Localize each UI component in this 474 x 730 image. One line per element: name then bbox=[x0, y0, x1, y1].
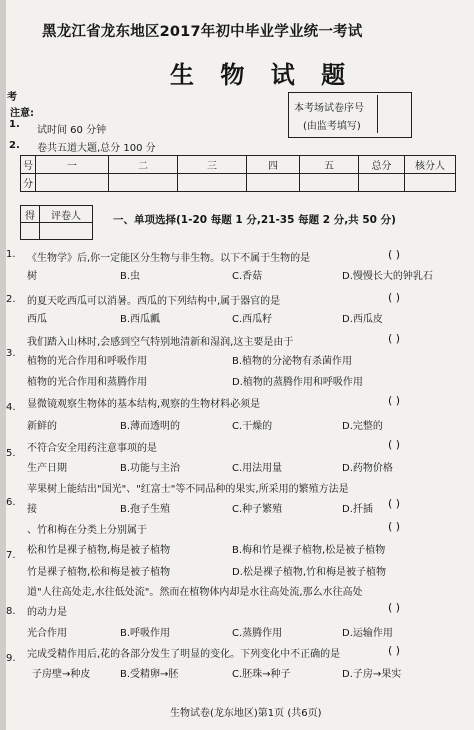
option-c: C.胚珠→种子 bbox=[232, 669, 291, 680]
option-a: 西瓜 bbox=[27, 314, 47, 325]
note-score: 卷共五道大题,总分 100 分 bbox=[37, 143, 156, 154]
seat-number-field[interactable] bbox=[377, 95, 408, 133]
option-c: 竹是裸子植物,松和梅是被子植物 bbox=[27, 567, 171, 578]
option-a: 植物的光合作用和呼吸作用 bbox=[27, 356, 147, 367]
option-b: B.虫 bbox=[120, 271, 141, 282]
score-header-1: 一 bbox=[36, 156, 109, 174]
exam-title: 黑龙江省龙东地区2017年初中毕业学业统一考试 bbox=[42, 24, 363, 40]
option-c: C.蒸腾作用 bbox=[232, 628, 283, 639]
option-d: D.慢慢长大的钟乳石 bbox=[342, 271, 433, 282]
grader-score-label: 得 bbox=[21, 206, 40, 223]
seat-box-line2: (由监考填写) bbox=[303, 121, 361, 132]
score-header-5: 五 bbox=[300, 156, 359, 174]
score-header-4: 四 bbox=[247, 156, 300, 174]
question-number: 9. bbox=[6, 653, 16, 664]
question-stem: 我们踏入山林时,会感到空气特别地清新和湿润,这主要是由于 bbox=[27, 337, 294, 348]
page-footer: 生物试卷(龙东地区)第1页 (共6页) bbox=[170, 708, 322, 719]
subject-title: 生 物 试 题 bbox=[170, 61, 355, 89]
grader-name-field[interactable] bbox=[40, 223, 93, 240]
question-stem: 显微镜观察生物体的基本结构,观察的生物材料必须是 bbox=[27, 399, 261, 410]
score-cell-total[interactable] bbox=[359, 174, 405, 192]
option-b: B.孢子生殖 bbox=[120, 504, 171, 515]
score-cell-2[interactable] bbox=[109, 174, 178, 192]
option-c: C.用法用量 bbox=[232, 463, 283, 474]
question-stem: 、竹和梅在分类上分别属于 bbox=[27, 525, 147, 536]
option-d: D.西瓜皮 bbox=[342, 314, 383, 325]
option-d: D.松是裸子植物,竹和梅是被子植物 bbox=[232, 567, 387, 578]
option-a: 接 bbox=[27, 504, 37, 515]
question-number: 6. bbox=[6, 497, 16, 508]
score-cell-1[interactable] bbox=[36, 174, 109, 192]
side-label-kao: 考 bbox=[7, 92, 17, 103]
question-stem: 不符合安全用药注意事项的是 bbox=[27, 443, 157, 454]
grader-score-field[interactable] bbox=[21, 223, 40, 240]
question-number: 5. bbox=[6, 448, 16, 459]
question-stem: 道"人往高处走,水往低处流"。然而在植物体内却是水往高处流,那么水往高处 bbox=[27, 587, 363, 598]
option-d: D.完整的 bbox=[342, 421, 383, 432]
option-b: B.功能与主治 bbox=[120, 463, 181, 474]
option-a: 松和竹是裸子植物,梅是被子植物 bbox=[27, 545, 171, 556]
option-c: C.香菇 bbox=[232, 271, 263, 282]
score-header-total: 总分 bbox=[359, 156, 405, 174]
side-label-1: 1. bbox=[9, 119, 20, 130]
seat-number-box bbox=[288, 92, 412, 138]
option-d: D.药物价格 bbox=[342, 463, 393, 474]
score-header-3: 三 bbox=[178, 156, 247, 174]
option-d: D.扦插 bbox=[342, 504, 373, 515]
answer-paren[interactable]: ( ) bbox=[388, 394, 401, 407]
option-d: D.植物的蒸腾作用和呼吸作用 bbox=[232, 377, 363, 388]
score-row-label-bottom: 分 bbox=[21, 174, 36, 192]
option-b: B.受精卵→胚 bbox=[120, 669, 179, 680]
score-cell-4[interactable] bbox=[247, 174, 300, 192]
option-a: 光合作用 bbox=[27, 628, 67, 639]
option-a: 生产日期 bbox=[27, 463, 67, 474]
answer-paren[interactable]: ( ) bbox=[388, 520, 401, 533]
question-number: 4. bbox=[6, 402, 16, 413]
score-cell-3[interactable] bbox=[178, 174, 247, 192]
grader-box bbox=[20, 205, 93, 240]
question-number: 8. bbox=[6, 606, 16, 617]
option-a: 新鲜的 bbox=[27, 421, 57, 432]
question-stem: 的夏天吃西瓜可以消暑。西瓜的下列结构中,属于器官的是 bbox=[27, 296, 281, 307]
option-d: D.子房→果实 bbox=[342, 669, 402, 680]
question-stem-continued: 的动力是 bbox=[27, 607, 67, 618]
question-stem: 苹果树上能结出"国光"、"红富士"等不同品种的果实,所采用的繁殖方法是 bbox=[27, 484, 349, 495]
score-cell-5[interactable] bbox=[300, 174, 359, 192]
answer-paren[interactable]: ( ) bbox=[388, 644, 401, 657]
answer-paren[interactable]: ( ) bbox=[388, 601, 401, 614]
question-number: 3. bbox=[6, 348, 16, 359]
option-a: 子房壁→种皮 bbox=[32, 669, 91, 680]
side-label-notice: 注意: bbox=[10, 108, 34, 119]
answer-paren[interactable]: ( ) bbox=[388, 291, 401, 304]
option-b: B.呼吸作用 bbox=[120, 628, 171, 639]
option-c: C.西瓜籽 bbox=[232, 314, 273, 325]
score-table bbox=[20, 155, 456, 192]
question-number: 2. bbox=[6, 294, 16, 305]
option-c: C.干燥的 bbox=[232, 421, 273, 432]
score-cell-checker[interactable] bbox=[405, 174, 456, 192]
seat-box-line1: 本考场试卷序号 bbox=[294, 103, 364, 114]
option-d: D.运输作用 bbox=[342, 628, 393, 639]
option-b: B.梅和竹是裸子植物,松是被子植物 bbox=[232, 545, 386, 556]
question-stem: 《生物学》后,你一定能区分生物与非生物。以下不属于生物的是 bbox=[27, 253, 311, 264]
score-header-checker: 核分人 bbox=[405, 156, 456, 174]
option-b: B.西瓜瓤 bbox=[120, 314, 161, 325]
answer-paren[interactable]: ( ) bbox=[388, 332, 401, 345]
option-b: B.植物的分泌物有杀菌作用 bbox=[232, 356, 353, 367]
answer-paren[interactable]: ( ) bbox=[388, 248, 401, 261]
score-row-label-top: 号 bbox=[21, 156, 36, 174]
option-c: C.种子繁殖 bbox=[232, 504, 283, 515]
question-stem: 完成受精作用后,花的各部分发生了明显的变化。下列变化中不正确的是 bbox=[27, 649, 341, 660]
question-number: 1. bbox=[6, 249, 16, 260]
question-number: 7. bbox=[6, 550, 16, 561]
grader-name-label: 评卷人 bbox=[40, 206, 93, 223]
binding-edge bbox=[0, 0, 6, 730]
note-time: 试时间 60 分钟 bbox=[37, 125, 107, 136]
option-b: B.薄而透明的 bbox=[120, 421, 181, 432]
side-label-2: 2. bbox=[9, 140, 20, 151]
option-a: 树 bbox=[27, 271, 37, 282]
option-c: 植物的光合作用和蒸腾作用 bbox=[27, 377, 147, 388]
section-title: 一、单项选择(1-20 每题 1 分,21-35 每题 2 分,共 50 分) bbox=[113, 214, 396, 226]
answer-paren[interactable]: ( ) bbox=[388, 438, 401, 451]
score-header-2: 二 bbox=[109, 156, 178, 174]
answer-paren[interactable]: ( ) bbox=[388, 497, 401, 510]
